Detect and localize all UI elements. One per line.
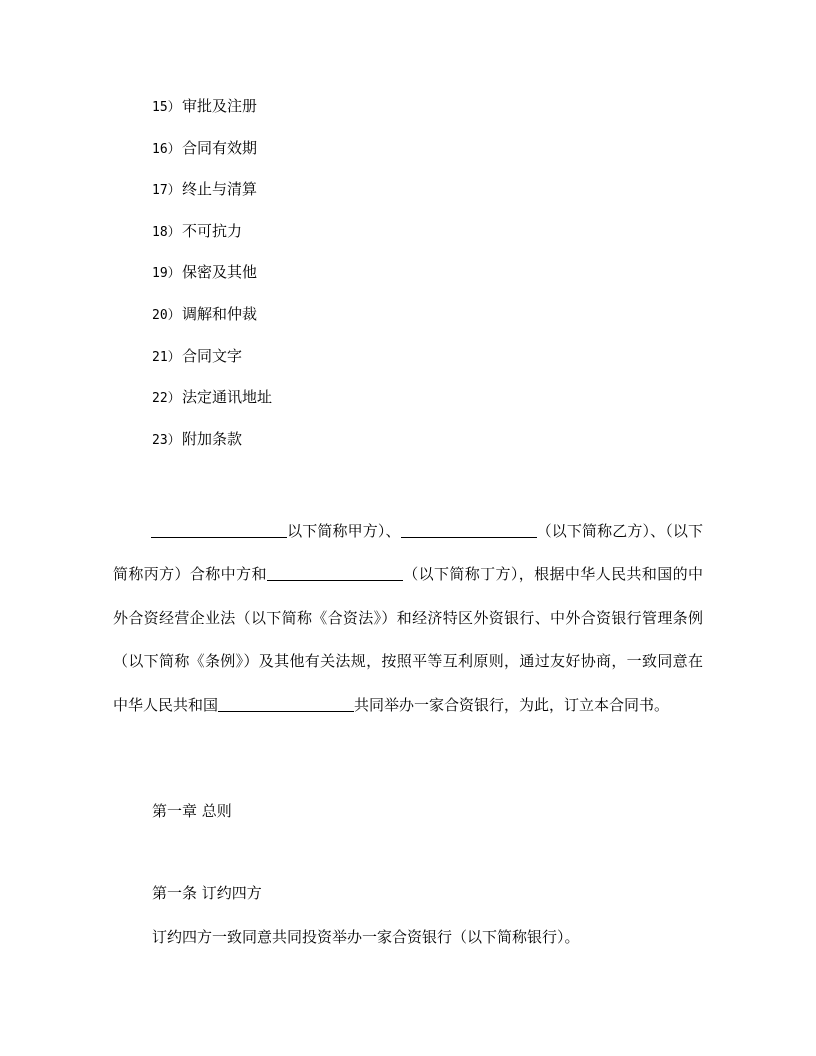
toc-item-number: 15） bbox=[152, 100, 181, 115]
toc-item-number: 21） bbox=[152, 349, 181, 365]
toc-item-label: 终止与清算 bbox=[182, 180, 258, 199]
toc-item-number: 18） bbox=[152, 224, 181, 240]
preamble-text-4: 共同举办一家合资银行，为此，订立本合同书。 bbox=[354, 695, 670, 714]
toc-item bbox=[152, 94, 272, 136]
toc-item bbox=[152, 136, 272, 178]
blank-line-party-a bbox=[151, 519, 287, 538]
table-of-contents bbox=[152, 94, 272, 468]
preamble-paragraph bbox=[113, 510, 703, 727]
preamble-text-2: （以下简称乙方）、（以下简称丙方）合称中方和 bbox=[113, 522, 703, 584]
toc-item bbox=[152, 260, 272, 302]
toc-item-label: 合同有效期 bbox=[182, 138, 258, 157]
toc-item-label: 调解和仲裁 bbox=[182, 304, 258, 323]
toc-item bbox=[152, 302, 272, 344]
toc-item-number: 17） bbox=[152, 183, 181, 199]
toc-item-label: 保密及其他 bbox=[182, 263, 258, 282]
blank-line-location bbox=[218, 693, 354, 712]
toc-item-label: 附加条款 bbox=[182, 429, 243, 448]
article-heading: 第一条 订约四方 bbox=[152, 884, 262, 902]
article-body: 订约四方一致同意共同投资举办一家合资银行（以下简称银行）。 bbox=[152, 928, 580, 946]
toc-item bbox=[152, 427, 272, 469]
blank-line-party-d bbox=[267, 562, 403, 581]
chapter-heading: 第一章 总则 bbox=[152, 802, 232, 820]
preamble-text-1: 以下简称甲方）、 bbox=[287, 522, 401, 540]
toc-item-label: 合同文字 bbox=[182, 346, 243, 365]
toc-item bbox=[152, 219, 272, 261]
blank-line-party-b bbox=[401, 519, 537, 538]
toc-item-number: 22） bbox=[152, 391, 181, 407]
toc-item bbox=[152, 385, 272, 427]
toc-item-label: 不可抗力 bbox=[182, 221, 243, 240]
toc-item-number: 19） bbox=[152, 266, 181, 282]
toc-item-number: 23） bbox=[152, 432, 181, 448]
toc-item-number: 20） bbox=[152, 307, 181, 323]
toc-item bbox=[152, 177, 272, 219]
toc-item-number: 16） bbox=[152, 141, 181, 157]
toc-item bbox=[152, 344, 272, 386]
toc-item-label: 审批及注册 bbox=[182, 97, 258, 115]
toc-item-label: 法定通讯地址 bbox=[182, 388, 273, 407]
preamble-text-3: （以下简称丁方），根据中华人民共和国的中外合资经营企业法（以下简称《合资法》）和经济特区外资银行、中外合资银行管理条例（以下简称《条例》）及其他有关法规，按照平等互利原则，通过友好协商，一致同意在中华人民共和国 bbox=[113, 565, 703, 714]
